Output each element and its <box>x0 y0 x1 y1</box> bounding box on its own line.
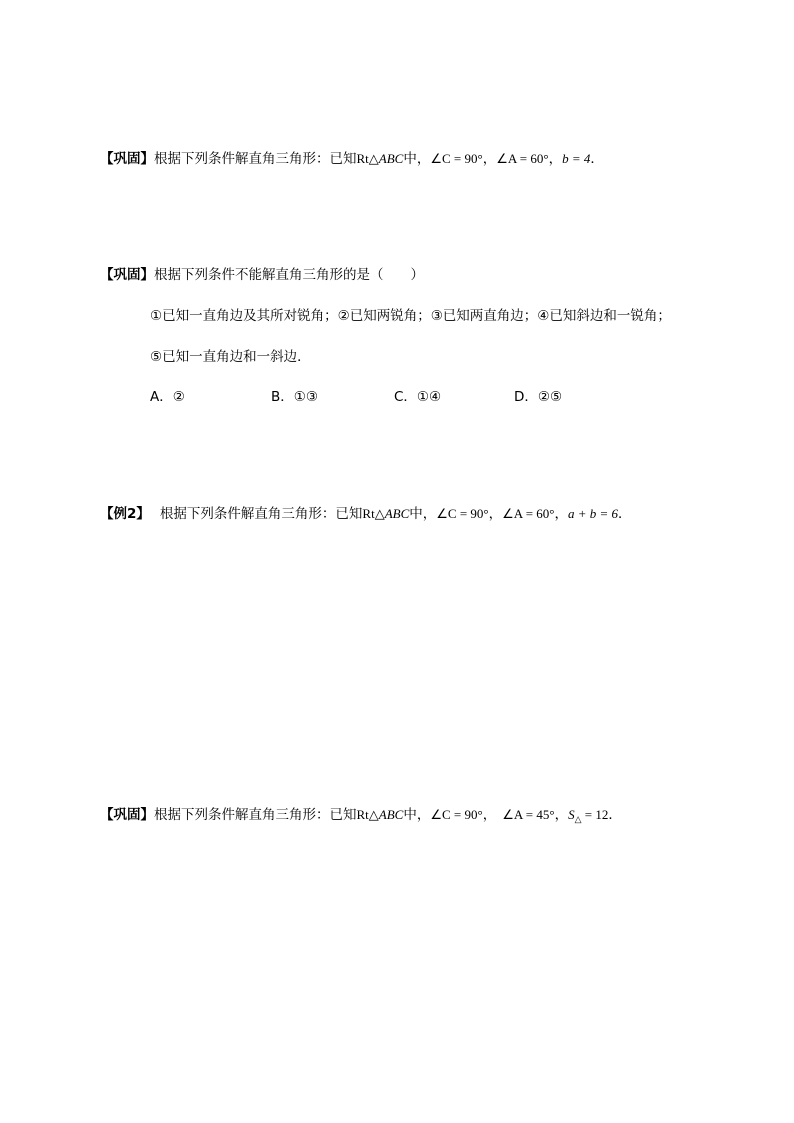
option-a[interactable]: A．② <box>150 389 185 405</box>
question-4-cond2: ∠A = 45° <box>502 807 555 822</box>
question-3-abc: ABC <box>384 506 410 521</box>
option-d[interactable]: D．②⑤ <box>514 389 563 405</box>
question-1-sep2: ， <box>548 151 563 167</box>
question-1-end: ． <box>590 151 604 167</box>
question-1-rt: Rt <box>356 151 369 166</box>
question-4-cond3: = 12 <box>581 807 609 822</box>
question-4-zhong: 中， <box>403 807 431 823</box>
question-3 <box>100 505 632 523</box>
question-3-rt: Rt <box>362 506 375 521</box>
question-1-sep1: ， <box>482 151 497 167</box>
question-4-s-sub: △ <box>574 814 582 824</box>
question-4 <box>100 806 622 828</box>
question-3-cond3: a + b = 6 <box>567 506 619 521</box>
question-1-zhong: 中， <box>403 151 431 167</box>
question-3-triangle: △ <box>374 506 385 521</box>
question-4-text: 根据下列条件解直角三角形：已知 <box>154 807 357 823</box>
question-4-rt: Rt <box>356 807 369 822</box>
question-1-triangle: △ <box>368 151 379 166</box>
question-1-cond1: ∠C = 90° <box>430 151 483 166</box>
question-4-sep1: ， <box>482 807 497 823</box>
question-2-tag: 【巩固】 <box>100 267 154 283</box>
question-3-cond1: ∠C = 90° <box>436 506 489 521</box>
question-1-abc: ABC <box>378 151 404 166</box>
question-2 <box>100 266 424 284</box>
question-1 <box>100 150 604 168</box>
question-1-cond2: ∠A = 60° <box>496 151 549 166</box>
question-4-end: ． <box>608 807 622 823</box>
question-3-text: 根据下列条件解直角三角形：已知 <box>159 506 363 522</box>
question-3-zhong: 中， <box>409 506 437 522</box>
question-3-cond2: ∠A = 60° <box>502 506 555 521</box>
question-4-tag: 【巩固】 <box>100 807 154 823</box>
question-1-text: 根据下列条件解直角三角形：已知 <box>154 151 357 167</box>
question-2-conditions-line-1: ①已知一直角边及其所对锐角；②已知两锐角；③已知两直角边；④已知斜边和一锐角； <box>150 308 671 324</box>
question-3-sep2: ， <box>554 506 568 522</box>
question-2-conditions-line-2: ⑤已知一直角边和一斜边． <box>150 349 311 365</box>
question-4-s: S <box>568 807 575 822</box>
question-1-tag: 【巩固】 <box>100 151 154 167</box>
option-b[interactable]: B．①③ <box>271 389 318 405</box>
question-2-text: 根据下列条件不能解直角三角形的是（ ） <box>154 267 424 283</box>
question-3-tag: 【例2】 <box>100 506 150 522</box>
question-4-sep2: ， <box>554 807 569 823</box>
question-4-cond1: ∠C = 90° <box>430 807 483 822</box>
question-2-options <box>150 388 650 406</box>
question-3-end: ． <box>618 506 632 522</box>
option-c[interactable]: C．①④ <box>394 389 442 405</box>
question-3-sep1: ， <box>488 506 503 522</box>
question-4-abc: ABC <box>378 807 404 822</box>
question-4-triangle: △ <box>368 807 379 822</box>
question-1-cond3: b = 4 <box>562 151 591 166</box>
